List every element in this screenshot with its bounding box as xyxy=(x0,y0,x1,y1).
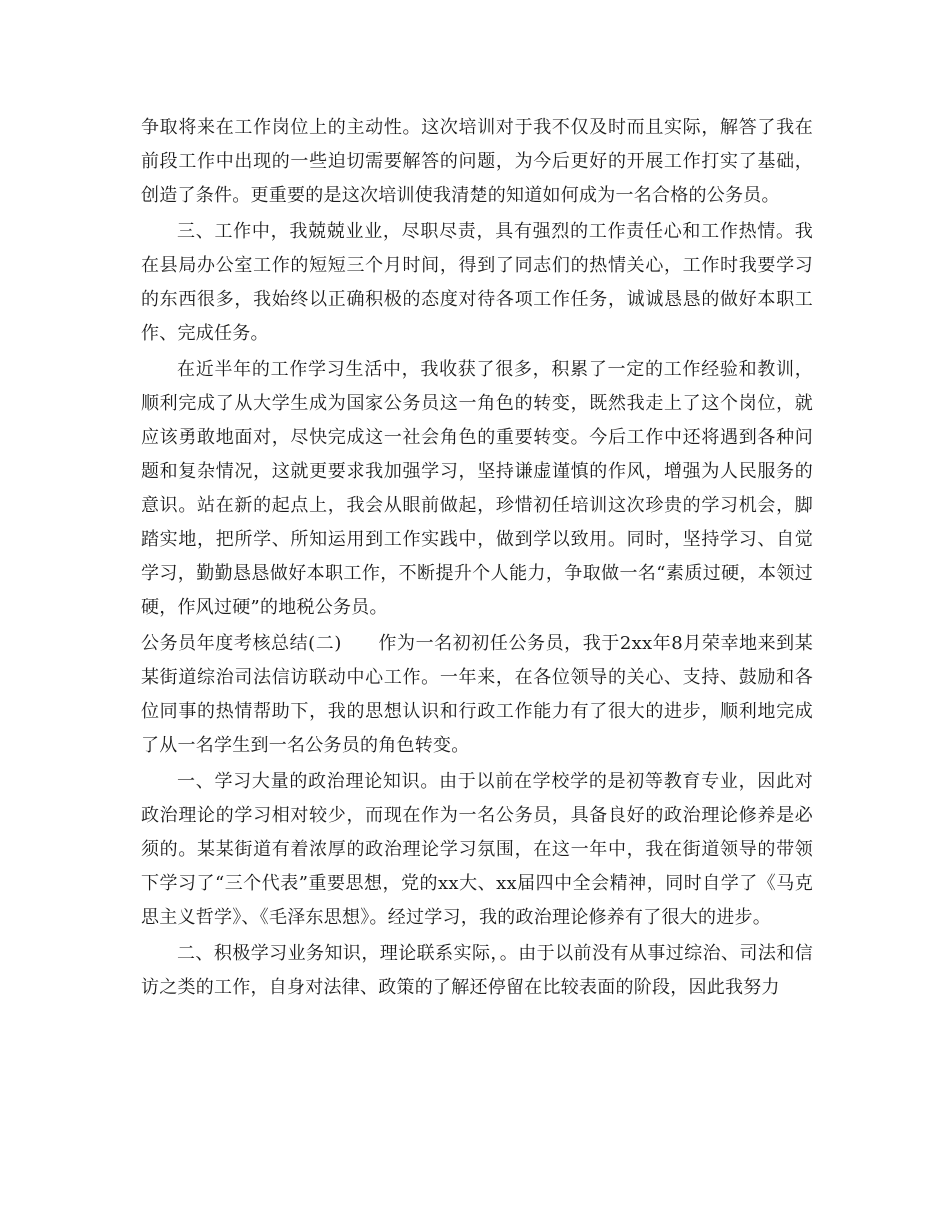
paragraph-6 xyxy=(141,937,813,1005)
paragraph-text: 作为一名初初任公务员，我于2xx年8月荣幸地来到某某街道综治司法信访联动中心工作。一年来，在各位领导的关心、支持、鼓励和各位同事的热情帮助下，我的思想认识和行政工作能力有了很大的进步，顺利地完成了从一名学生到一名公务员的角色转变。 xyxy=(141,633,813,756)
paragraph-5 xyxy=(141,765,813,935)
paragraph-text: 争取将来在工作岗位上的主动性。这次培训对于我不仅及时而且实际，解答了我在前段工作中出现的一些迫切需要解答的问题，为今后更好的开展工作打实了基础，创造了条件。更重要的是这次培训使我清楚的知道如何成为一名合格的公务员。 xyxy=(141,117,813,206)
paragraph-text: 在近半年的工作学习生活中，我收获了很多，积累了一定的工作经验和教训，顺利完成了从大学生成为国家公务员这一角色的转变，既然我走上了这个岗位，就应该勇敢地面对，尽快完成这一社会角色的重要转变。今后工作中还将遇到各种问题和复杂情况，这就更要求我加强学习，坚持谦虚谨慎的作风，增强为人民服务的意识。站在新的起点上，我会从眼前做起，珍惜初任培训这次珍贵的学习机会，脚踏实地，把所学、所知运用到工作实践中，做到学以致用。同时，坚持学习、自觉学习，勤勤恳恳做好本职工作，不断提升个人能力，争取做一名“素质过硬，本领过硬，作风过硬”的地税公务员。 xyxy=(141,359,813,618)
paragraph-3 xyxy=(141,353,813,625)
section-heading: 公务员年度考核总结(二) xyxy=(141,633,342,654)
paragraph-2 xyxy=(141,215,813,351)
heading-gap xyxy=(342,633,379,654)
paragraph-4 xyxy=(141,627,813,763)
paragraph-text: 二、积极学习业务知识，理论联系实际，。由于以前没有从事过综治、司法和信访之类的工作，自身对法律、政策的了解还停留在比较表面的阶段，因此我努力 xyxy=(141,943,813,998)
paragraph-text: 一、学习大量的政治理论知识。由于以前在学校学的是初等教育专业，因此对政治理论的学习相对较少，而现在作为一名公务员，具备良好的政治理论修养是必须的。某某街道有着浓厚的政治理论学习氛围，在这一年中，我在街道领导的带领下学习了“三个代表”重要思想，党的xx大、xx届四中全会精神，同时自学了《马克思主义哲学》、《毛泽东思想》。经过学习，我的政治理论修养有了很大的进步。 xyxy=(141,771,813,928)
paragraph-1 xyxy=(141,111,813,213)
paragraph-text: 三、工作中，我兢兢业业，尽职尽责，具有强烈的工作责任心和工作热情。我在县局办公室工作的短短三个月时间，得到了同志们的热情关心，工作时我要学习的东西很多，我始终以正确积极的态度对待各项工作任务，诚诚恳恳的做好本职工作、完成任务。 xyxy=(141,221,813,344)
document-body xyxy=(141,111,813,1007)
